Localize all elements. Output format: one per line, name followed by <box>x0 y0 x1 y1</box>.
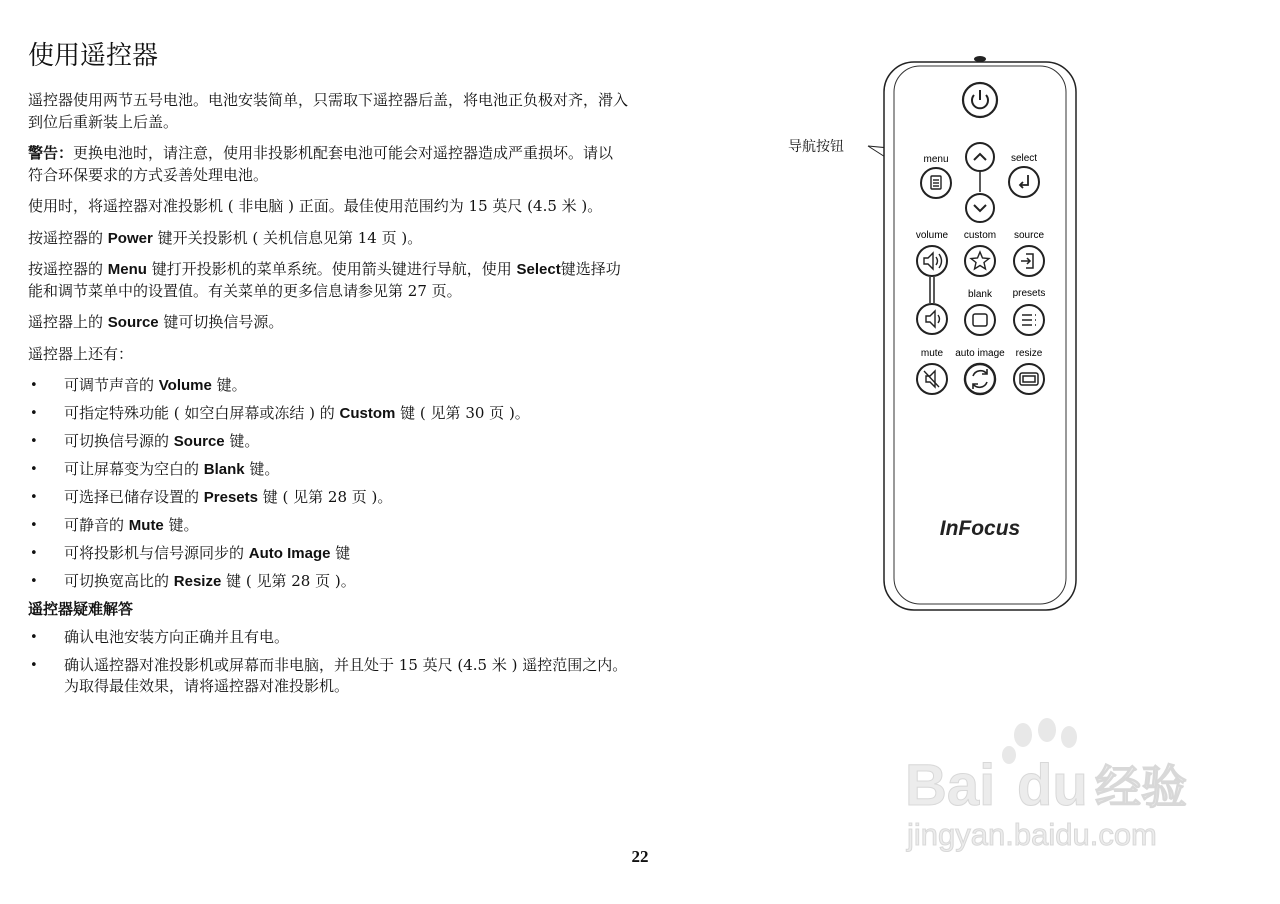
page-number: 22 <box>631 847 649 866</box>
text-run: 按遥控器的 <box>28 260 108 278</box>
battery-paragraph: 遥控器使用两节五号电池。电池安装简单，只需取下遥控器后盖，将电池正负极对齐，滑入到位后重新装上后盖。 <box>28 91 629 131</box>
usage-paragraph: 使用时，将遥控器对准投影机 ( 非电脑 ) 正面。最佳使用范围约为 15 英尺 (4.5 米 )。 <box>28 197 603 215</box>
text-run: 可静音的 <box>64 516 129 534</box>
volume-up-button[interactable] <box>917 246 947 276</box>
text-run: 键 ( 见第 30 页 )。 <box>395 404 530 422</box>
brand-logo: InFocus <box>939 517 1021 540</box>
remote-illustration <box>770 40 1100 640</box>
text-run: 可将投影机与信号源同步的 <box>64 544 249 562</box>
list-item <box>28 487 628 509</box>
presets-label: presets <box>1012 288 1046 299</box>
text-run: 遥控器上的 <box>28 313 108 331</box>
list-item: • 确认遥控器对准投影机或屏幕而非电脑，并且处于 15 英尺 (4.5 米 ) 遥控范围之内。为取得最佳效果，请将遥控器对准投影机。 <box>28 655 628 698</box>
manual-page <box>28 36 628 704</box>
source-key-name: Source <box>107 314 159 331</box>
resize-label: resize <box>1015 348 1043 359</box>
list-item <box>28 571 628 593</box>
also-paragraph: 遥控器上还有： <box>28 344 134 363</box>
troubleshoot-list <box>28 627 628 698</box>
auto-image-button[interactable] <box>965 364 995 394</box>
volume-label: volume <box>915 230 949 241</box>
source-label: source <box>1013 230 1045 241</box>
menu-paragraph <box>28 259 628 302</box>
baidu-watermark <box>905 715 1210 870</box>
text-run: 可选择已储存设置的 <box>64 488 204 506</box>
text-run: 可让屏幕变为空白的 <box>64 460 204 478</box>
blank-label: blank <box>968 289 992 300</box>
custom-label: custom <box>963 230 997 241</box>
text-run: 键。 <box>224 432 260 450</box>
key-name: Source <box>173 433 225 450</box>
menu-label: menu <box>923 154 949 165</box>
text-run: 可调节声音的 <box>64 376 159 394</box>
key-name: Presets <box>203 489 258 506</box>
text-run: 键。 <box>211 376 247 394</box>
list-item <box>28 515 628 537</box>
warning-paragraph <box>28 143 628 186</box>
text-run: 键可切换信号源。 <box>158 313 284 331</box>
key-name: Custom <box>339 405 396 422</box>
text-run: 键选择功能和调节菜单中的设置值。有关菜单的更多信息请参见第 27 页。 <box>28 260 621 300</box>
text-run: 键 ( 见第 28 页 )。 <box>258 488 393 506</box>
text-run: 键。 <box>163 516 199 534</box>
select-key-name: Select <box>516 261 561 278</box>
list-item <box>28 543 628 565</box>
text-run: 键 ( 见第 28 页 )。 <box>221 572 356 590</box>
auto-image-label: auto image <box>955 348 1005 359</box>
power-key-name: Power <box>107 229 153 247</box>
key-name: Mute <box>128 517 164 534</box>
text-run: 按遥控器的 <box>28 228 108 247</box>
feature-list <box>28 375 628 593</box>
text-run: 键打开投影机的菜单系统。使用箭头键进行导航，使用 <box>146 260 517 278</box>
mute-label: mute <box>920 348 944 359</box>
power-button[interactable] <box>963 83 997 117</box>
power-paragraph <box>28 228 628 250</box>
watermark-brand2: du <box>1017 753 1088 818</box>
menu-key-name: Menu <box>107 261 147 278</box>
select-button[interactable] <box>1009 167 1039 197</box>
resize-button[interactable] <box>1014 364 1044 394</box>
text-run: 可切换宽高比的 <box>64 572 174 590</box>
volume-down-button[interactable] <box>917 304 947 334</box>
up-arrow-button[interactable] <box>966 143 994 171</box>
troubleshoot-heading: 遥控器疑难解答 <box>28 600 134 618</box>
select-label: select <box>1010 153 1038 164</box>
navigation-callout-label: 导航按钮 <box>788 139 844 155</box>
list-item: • 确认电池安装方向正确并且有电。 <box>28 627 628 649</box>
warning-text: 更换电池时，请注意，使用非投影机配套电池可能会对遥控器造成严重损坏。请以符合环保要求的方式妥善处理电池。 <box>28 144 614 184</box>
list-item <box>28 431 628 453</box>
watermark-url: jingyan.baidu.com <box>907 817 1157 852</box>
key-name: Volume <box>158 377 212 394</box>
warning-label: 警告： <box>28 144 74 162</box>
text-run: 可切换信号源的 <box>64 432 174 450</box>
key-name: Auto Image <box>248 545 331 562</box>
key-name: Resize <box>173 573 222 590</box>
blank-button[interactable] <box>965 305 995 335</box>
presets-button[interactable] <box>1014 305 1044 335</box>
text-run: 可指定特殊功能 ( 如空白屏幕或冻结 ) 的 <box>64 404 340 422</box>
text-run: 键 <box>330 544 351 562</box>
text-run: 键。 <box>244 460 280 478</box>
source-button[interactable] <box>1014 246 1044 276</box>
page-title: 使用遥控器 <box>28 41 159 71</box>
key-name: Blank <box>203 461 245 478</box>
down-arrow-button[interactable] <box>966 194 994 222</box>
source-paragraph <box>28 312 628 334</box>
menu-button[interactable] <box>921 168 951 198</box>
list-item <box>28 403 628 425</box>
list-item <box>28 375 628 397</box>
text-run: 键开关投影机 ( 关机信息见第 14 页 )。 <box>152 228 423 247</box>
mute-button[interactable] <box>917 364 947 394</box>
custom-button[interactable] <box>965 246 995 276</box>
watermark-cn: 经验 <box>1095 760 1187 814</box>
list-item <box>28 459 628 481</box>
watermark-brand: Bai <box>905 753 996 818</box>
